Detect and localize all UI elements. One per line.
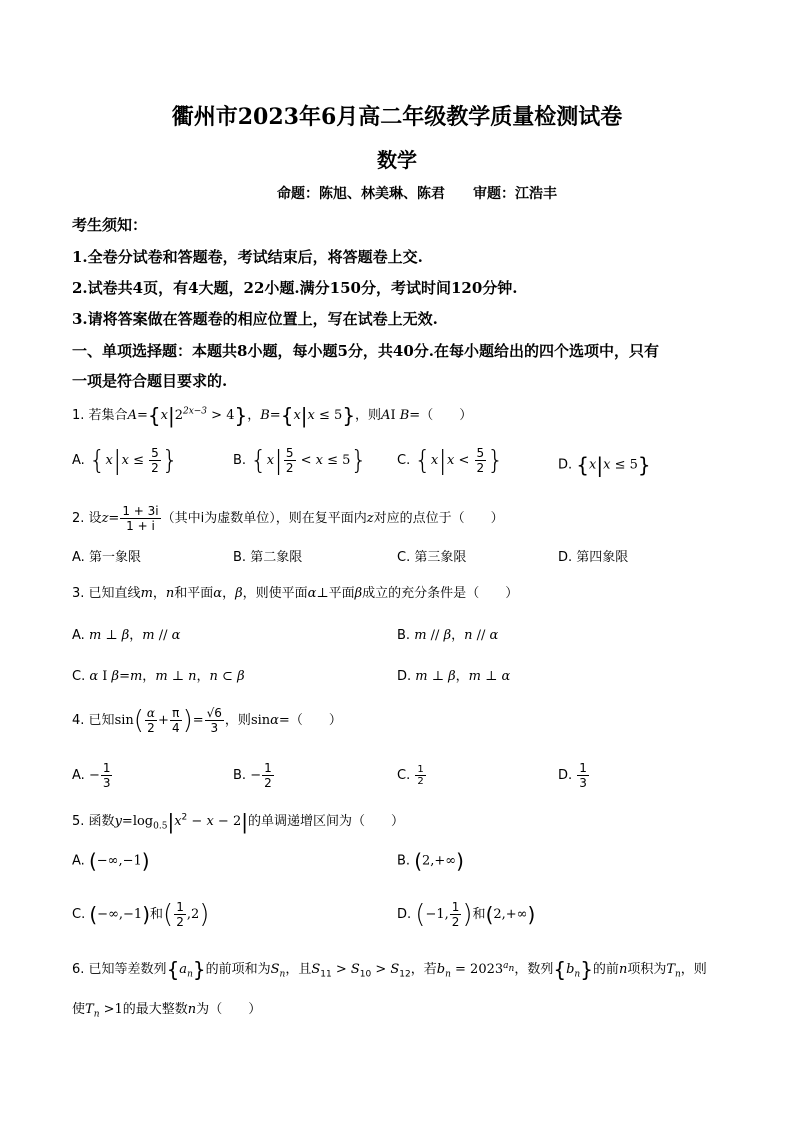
- question-6-stem-line1: 6. 已知等差数列$\{a_n\}$的前项和为$S_n$，且$S_{11} > S_{10} > S_{12}$，若$b_n = 2023^{a_n}$，数列$\{b_n\}$的前n项积为$T_n$，则: [72, 957, 707, 982]
- question-2-option-d: D. 第四象限: [558, 550, 629, 565]
- notice-item: 2.试卷共4页，有4大题，22小题.满分150分，考试时间120分钟.: [72, 279, 518, 297]
- question-2-option-c: C. 第三象限: [397, 550, 467, 565]
- question-2-stem: 2. 设z= $\frac{1 + 3i}{1 + i}$ （其中i为虚数单位），则在复平面内z对应的点位于（ ）: [72, 504, 504, 533]
- question-4-option-c: C. $\frac{1}{2}$: [397, 764, 424, 787]
- notice-heading: 考生须知：: [72, 216, 148, 234]
- notice-item: 1.全卷分试卷和答题卷，考试结束后，将答题卷上交.: [72, 248, 423, 266]
- question-1-option-d: D. {x|x ≤ 5}: [558, 453, 651, 477]
- question-5-option-a: A. (−∞,−1): [72, 849, 150, 873]
- question-4-stem: 4. 已知sin( $\frac{\alpha}{2}$ + $\frac{\pi}{4}$ )= $\frac{√6}{3}$ ，则sinα=（ ）: [72, 705, 342, 736]
- question-1-option-c: C. {x|x < $\frac{5}{2}$ }: [397, 445, 504, 476]
- question-2-option-b: B. 第二象限: [233, 550, 303, 565]
- question-4-option-a: A. − $\frac{1}{3}$: [72, 761, 111, 790]
- question-5-option-d: D. (−1, $\frac{1}{2}$ )和(2,+∞): [397, 899, 536, 930]
- notice-item: 3.请将答案做在答题卷的相应位置上，写在试卷上无效.: [72, 310, 438, 328]
- question-2-option-a: A. 第一象限: [72, 550, 141, 565]
- exam-title: 衢州市2023年6月高二年级教学质量检测试卷: [171, 104, 623, 130]
- question-1-option-b: B. {x| $\frac{5}{2}$ < x ≤ 5}: [233, 445, 367, 476]
- question-3-option-b: B. m // β，n // α: [397, 628, 499, 643]
- question-4-option-d: D. $\frac{1}{3}$: [558, 761, 587, 790]
- subject-title: 数学: [377, 148, 417, 172]
- question-3-option-a: A. m ⊥ β，m // α: [72, 628, 181, 643]
- question-3-option-d: D. m ⊥ β，m ⊥ α: [397, 669, 511, 684]
- section-heading-line2: 一项是符合题目要求的.: [72, 372, 228, 390]
- question-1-stem: 1. 若集合$A=\{x|2^{2x-3} > 4\}$，B={x|x ≤ 5}，则AI B=（ ）: [72, 403, 473, 428]
- question-4-option-b: B. − $\frac{1}{2}$: [233, 761, 272, 790]
- question-5-option-c: C. (−∞,−1)和( $\frac{1}{2}$ ,2): [72, 899, 210, 930]
- question-6-stem-line2: 使$T_n >1$的最大整数n为（ ）: [72, 1002, 262, 1020]
- question-1-option-a: A. {x|x ≤ $\frac{5}{2}$ }: [72, 445, 179, 476]
- authors-line: 命题：陈旭、林美琳、陈君 审题：江浩丰: [277, 186, 557, 202]
- question-5-option-b: B. (2,+∞): [397, 849, 464, 873]
- question-3-option-c: C. α I β=m，m ⊥ n，n ⊂ β: [72, 669, 245, 684]
- question-5-stem: 5. 函数$y=\log_{0.5}|x^2 - x - 2|$的单调递增区间为（ ）: [72, 809, 405, 834]
- question-3-stem: 3. 已知直线m，n和平面α，β，则使平面α⊥平面β成立的充分条件是（ ）: [72, 586, 519, 601]
- section-heading-line1: 一、单项选择题：本题共8小题，每小题5分，共40分.在每小题给出的四个选项中，只有: [72, 342, 659, 360]
